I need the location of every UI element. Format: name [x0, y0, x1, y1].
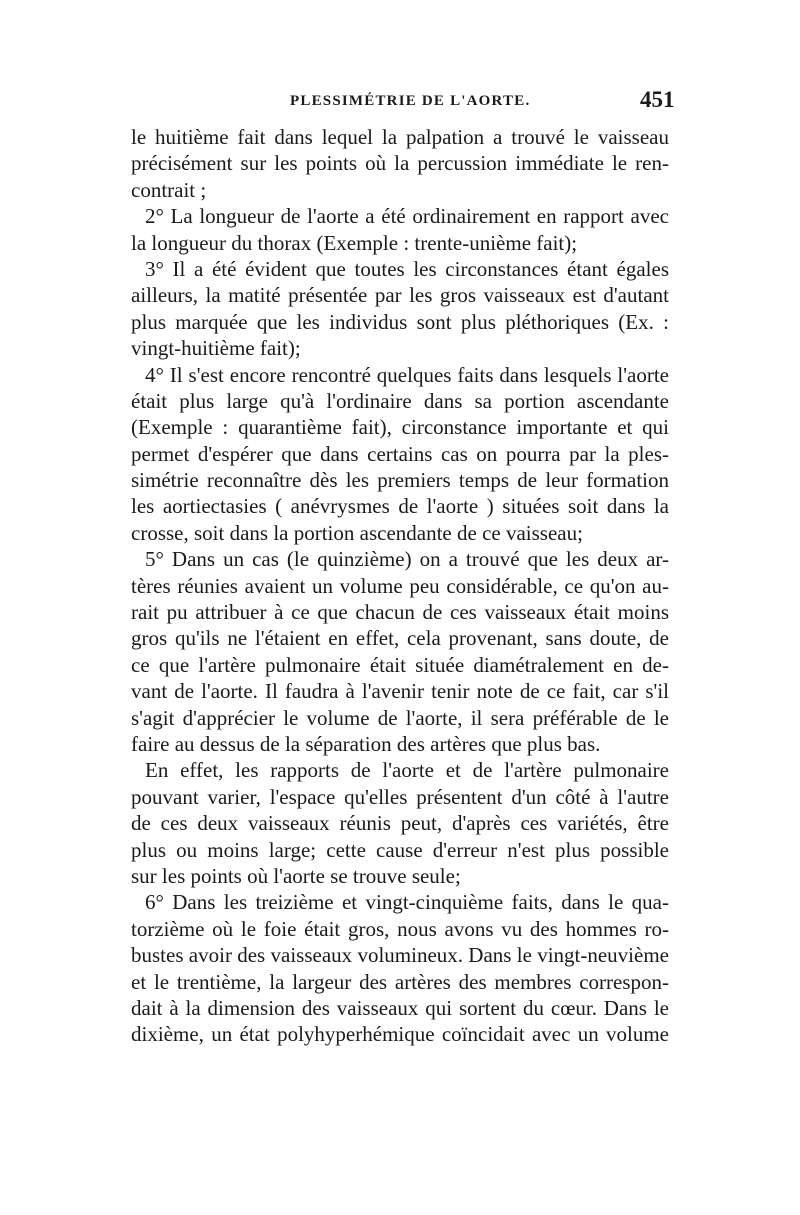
text-line: ce que l'artère pulmonaire était située diamétralement en de-: [131, 652, 669, 677]
text-line: rait pu attribuer à ce que chacun de ces vaisseaux était moins: [131, 600, 669, 625]
text-line: faire au dessus de la séparation des artères que plus bas.: [131, 731, 601, 756]
text-line: gros qu'ils ne l'étaient en effet, cela provenant, sans doute, de: [131, 626, 669, 651]
text-line: vingt-huitième fait);: [131, 336, 301, 361]
text-line: 2° La longueur de l'aorte a été ordinairement en rapport avec: [145, 204, 669, 229]
running-title: PLESSIMÉTRIE DE L'AORTE.: [290, 93, 531, 109]
page-number: 451: [640, 87, 675, 112]
text-line: 6° Dans les treizième et vingt-cinquième faits, dans le qua-: [145, 890, 669, 915]
text-line: permet d'espérer que dans certains cas on pourra par la ples-: [131, 441, 669, 466]
text-line: contrait ;: [131, 177, 207, 202]
text-line: dixième, un état polyhyperhémique coïncidait avec un volume: [131, 1022, 669, 1047]
text-line: plus ou moins large; cette cause d'erreur n'est plus possible: [131, 837, 669, 862]
text-line: En effet, les rapports de l'aorte et de l'artère pulmonaire: [145, 758, 669, 783]
text-line: tères réunies avaient un volume peu considérable, ce qu'on au-: [131, 573, 669, 598]
text-line: sur les points où l'aorte se trouve seule;: [131, 863, 461, 888]
text-line: (Exemple : quarantième fait), circonstance importante et qui: [131, 415, 669, 440]
text-line: le huitième fait dans lequel la palpation a trouvé le vaisseau: [131, 125, 669, 149]
text-line: plus marquée que les individus sont plus pléthoriques (Ex. :: [131, 309, 669, 334]
text-line: vant de l'aorte. Il faudra à l'avenir tenir note de ce fait, car s'il: [131, 679, 669, 704]
text-line: les aortiectasies ( anévrysmes de l'aorte ) situées soit dans la: [131, 494, 669, 519]
text-line: 5° Dans un cas (le quinzième) on a trouvé que les deux ar-: [145, 547, 669, 572]
text-line: simétrie reconnaître dès les premiers temps de leur formation: [131, 468, 669, 493]
text-line: précisément sur les points où la percussion immédiate le ren-: [131, 151, 669, 176]
text-line: torzième où le foie était gros, nous avons vu des hommes ro-: [131, 916, 669, 941]
text-line: était plus large qu'à l'ordinaire dans sa portion ascendante: [131, 388, 669, 413]
text-line: bustes avoir des vaisseaux volumineux. Dans le vingt-neuvième: [131, 943, 669, 968]
text-line: s'agit d'apprécier le volume de l'aorte, il sera préférable de le: [131, 705, 669, 730]
text-line: et le trentième, la largeur des artères des membres correspon-: [131, 969, 669, 994]
text-line: dait à la dimension des vaisseaux qui sortent du cœur. Dans le: [131, 995, 669, 1020]
text-line: ailleurs, la matité présentée par les gros vaisseaux est d'autant: [131, 283, 669, 308]
text-line: pouvant varier, l'espace qu'elles présentent d'un côté à l'autre: [131, 784, 669, 809]
text-line: la longueur du thorax (Exemple : trente-unième fait);: [131, 230, 578, 255]
text-line: 3° Il a été évident que toutes les circonstances étant égales: [145, 256, 669, 281]
text-line: de ces deux vaisseaux réunis peut, d'après ces variétés, être: [131, 811, 669, 836]
body-text: [131, 124, 669, 1048]
text-line: 4° Il s'est encore rencontré quelques faits dans lesquels l'aorte: [145, 362, 669, 387]
text-line: crosse, soit dans la portion ascendante de ce vaisseau;: [131, 520, 583, 545]
